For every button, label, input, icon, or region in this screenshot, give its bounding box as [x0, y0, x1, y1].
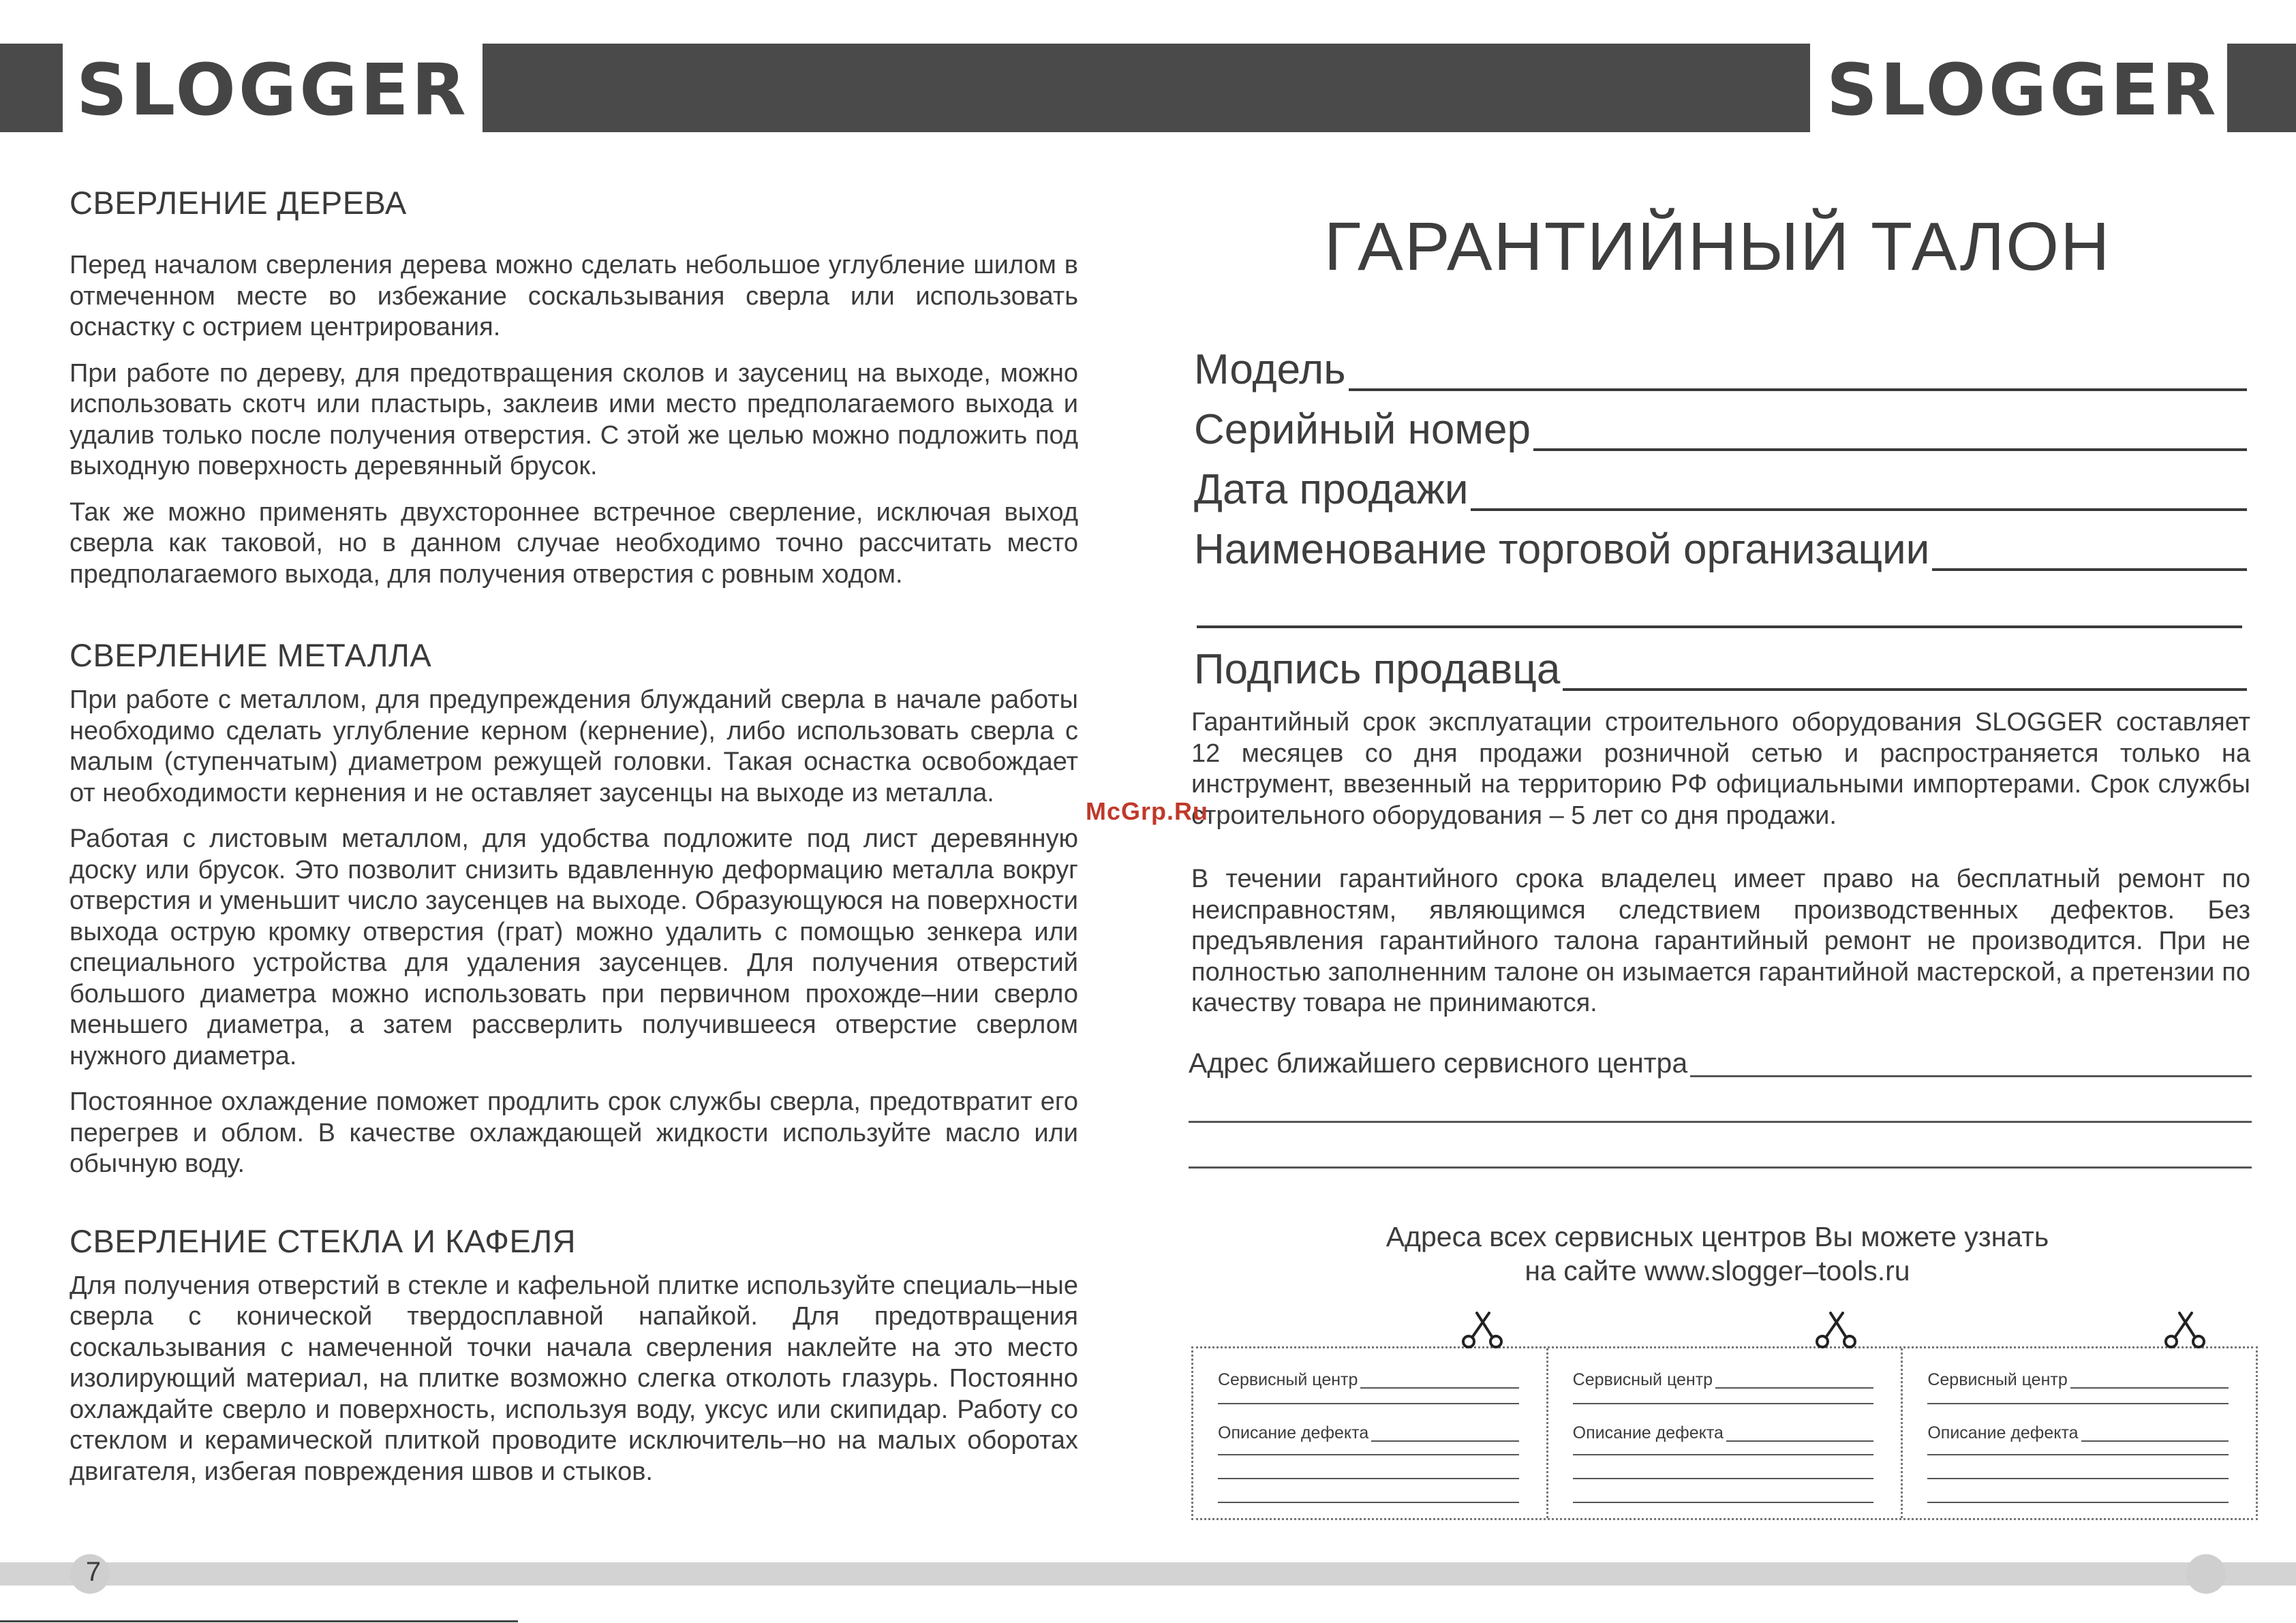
section-heading-wood: СВЕРЛЕНИЕ ДЕРЕВА: [70, 185, 407, 221]
coupon-1-service-center-label: Сервисный центр: [1218, 1370, 1358, 1389]
page-number: 7: [85, 1557, 102, 1587]
header-bar-center: [483, 44, 1810, 132]
section-heading-glass: СВЕРЛЕНИЕ СТЕКЛА И КАФЕЛЯ: [70, 1222, 577, 1259]
coupon-2-service-center-label: Сервисный центр: [1572, 1370, 1713, 1389]
wood-paragraph-2: При работе по дереву, для предотвращения сколов и заусениц на выходе, можно использовать скотч или пластырь, заклеив ими место предполагаемого выхода и удалив только после получения отверстия. С этой же целью можно подложить под выходную поверхность деревянный брусок.: [70, 358, 1078, 480]
field-serial-label: Серийный номер: [1194, 406, 1531, 453]
coupon-2[interactable]: [1548, 1348, 1903, 1518]
field-signature-label: Подпись продавца: [1194, 646, 1561, 693]
coupon-1-service-center-line: [1360, 1387, 1518, 1389]
coupon-3-defect: [1927, 1425, 2229, 1442]
footer-bottom-line: [0, 1620, 518, 1622]
coupon-1-service-center: [1218, 1372, 1519, 1389]
service-address-line-2: [1189, 1121, 2252, 1123]
field-model[interactable]: [1194, 346, 2247, 393]
coupon-3-service-center-line: [2070, 1387, 2229, 1389]
coupon-1-defect: [1218, 1425, 1519, 1442]
header-bar-left-stripe: [0, 44, 63, 132]
field-serial[interactable]: [1194, 406, 2247, 453]
coupon-3[interactable]: [1903, 1348, 2256, 1518]
scissors-icon: [1813, 1310, 1861, 1351]
field-org[interactable]: [1194, 526, 2247, 573]
wood-paragraph-1: Перед началом сверления дерева можно сделать небольшое углубление шилом в отмеченном месте во избежание соскальзывания сверла или использовать оснастку с острием центрирования.: [70, 251, 1078, 341]
scissors-icon: [2162, 1310, 2209, 1351]
coupon-1-defect-label: Описание дефекта: [1218, 1423, 1369, 1442]
coupon-1[interactable]: [1193, 1348, 1548, 1518]
coupon-2-service-center: [1573, 1372, 1874, 1389]
tear-off-coupons: [1191, 1346, 2258, 1520]
coupon-3-defect-label: Описание дефекта: [1927, 1423, 2079, 1442]
footer-circle-right: [2186, 1554, 2226, 1594]
coupon-1-line: [1218, 1502, 1519, 1503]
section-heading-metal: СВЕРЛЕНИЕ МЕТАЛЛА: [70, 637, 432, 673]
coupon-3-line: [1927, 1454, 2229, 1455]
instructions-column: [70, 184, 1078, 1487]
footer-bar: [0, 1562, 2296, 1586]
wood-paragraph-3: Так же можно применять двухстороннее встречное сверление, исключая выход сверла как таковой, но в данном случае необходимо точно рассчитать место предполагаемого выхода, для получения отверстия с ровным ходом.: [70, 497, 1078, 589]
coupon-1-line: [1218, 1403, 1519, 1404]
coupon-3-service-center: [1927, 1372, 2229, 1389]
all-centers-line-1: Адреса всех сервисных центров Вы можете узнать: [1386, 1221, 2049, 1252]
warranty-title: ГАРАНТИЙНЫЙ ТАЛОН: [1323, 208, 2111, 285]
logo-right: SLOGGER: [1826, 48, 2219, 132]
field-org-label: Наименование торговой организации: [1194, 526, 1930, 573]
header-bar-right-stripe: [2227, 44, 2296, 132]
service-address-label: Адрес ближайшего сервисного центра: [1189, 1047, 1688, 1079]
logo-left: SLOGGER: [76, 48, 469, 132]
field-model-label: Модель: [1194, 346, 1346, 393]
coupon-2-defect-line: [1726, 1440, 1873, 1442]
field-sale-date[interactable]: [1194, 466, 2247, 513]
coupon-2-defect: [1573, 1425, 1874, 1442]
field-sale-date-label: Дата продажи: [1194, 466, 1469, 513]
coupon-1-line: [1218, 1454, 1519, 1455]
all-centers-line-2: на сайте www.slogger–tools.ru: [1525, 1255, 1910, 1286]
warranty-text-2: В течении гарантийного срока владелец имеет право на бесплатный ремонт по неисправностям, являющимся следствием производственных дефектов. Без предъявления гарантийного талона гарантийный ремонт не производится. При не полностью заполненним талоне он изымается гарантийной мастерской, а претензии по качеству товара не принимаются.: [1191, 865, 2250, 1017]
coupon-2-defect-label: Описание дефекта: [1572, 1423, 1724, 1442]
watermark: McGrp.Ru: [1086, 797, 1209, 825]
coupon-1-defect-line: [1371, 1440, 1518, 1442]
coupon-2-service-center-line: [1715, 1387, 1873, 1389]
field-sale-date-line: [1471, 508, 2247, 511]
service-address-line-3: [1189, 1166, 2252, 1169]
service-address-line: [1690, 1075, 2252, 1077]
coupon-1-line: [1218, 1478, 1519, 1479]
coupon-2-line: [1573, 1403, 1874, 1404]
scissors-icon: [1459, 1310, 1507, 1351]
all-centers-note: [1186, 1220, 2249, 1288]
coupon-3-line: [1927, 1478, 2229, 1479]
metal-paragraph-2: Работая с листовым металлом, для удобства подложите под лист деревянную доску или брусок. Это позволит снизить вдавленную деформацию металла вокруг отверстия и уменьшит число заусенцев на выходе. Образующуюся на поверхности выхода острую кромку отверстия (грат) можно удалить с помощью зенкера или специального устройства для удаления заусенцев. Для получения отверстий большого диаметра можно использовать при первичном прохожде–нии сверло меньшего диаметра, а затем рассверлить получившееся отверстие сверлом нужного диаметра.: [70, 824, 1078, 1070]
coupon-3-defect-line: [2081, 1440, 2229, 1442]
metal-paragraph-3: Постоянное охлаждение поможет продлить срок службы сверла, предотвратит его перегрев и облом. В качестве охлаждающей жидкости используйте масло или обычную воду.: [70, 1087, 1078, 1178]
field-serial-line: [1533, 448, 2247, 451]
field-signature[interactable]: [1194, 646, 2247, 693]
coupon-2-line: [1573, 1478, 1874, 1479]
service-address-field[interactable]: [1189, 1049, 2252, 1077]
warranty-text-1: Гарантийный срок эксплуатации строительного оборудования SLOGGER составляет 12 месяцев со дня продажи розничной сетью и распространяется только на инструмент, ввезенный на территорию РФ официальными импортерами. Срок службы строительного оборудования – 5 лет со дня продажи.: [1191, 708, 2250, 830]
coupon-3-line: [1927, 1502, 2229, 1503]
field-model-line: [1349, 388, 2247, 391]
field-signature-line: [1563, 687, 2247, 691]
coupon-3-line: [1927, 1403, 2229, 1404]
coupon-3-service-center-label: Сервисный центр: [1927, 1370, 2068, 1389]
coupon-2-line: [1573, 1502, 1874, 1503]
field-org-extra-line: [1197, 625, 2242, 628]
coupon-2-line: [1573, 1454, 1874, 1455]
field-org-line: [1932, 568, 2247, 571]
metal-paragraph-1: При работе с металлом, для предупреждения блужданий сверла в начале работы необходимо сделать углубление керном (кернение), либо использовать сверла с малым (ступенчатым) диаметром режущей головки. Такая оснастка освобождает от необходимости кернения и не оставляет заусенцы на выходе из металла.: [70, 685, 1078, 807]
glass-paragraph-1: Для получения отверстий в стекле и кафельной плитке используйте специаль–ные сверла с конической твердосплавной напайкой. Для предотвращения соскальзывания с намеченной точки начала сверления наклейте на это место изолирующий материал, на плитке возможно слегка отколоть глазурь. Постоянно охлаждайте сверло и поверхность, используя воду, уксус или скипидар. Работу со стеклом и керамической плиткой проводите исключитель–но на малых оборотах двигателя, избегая повреждения швов и стыков.: [70, 1271, 1078, 1486]
